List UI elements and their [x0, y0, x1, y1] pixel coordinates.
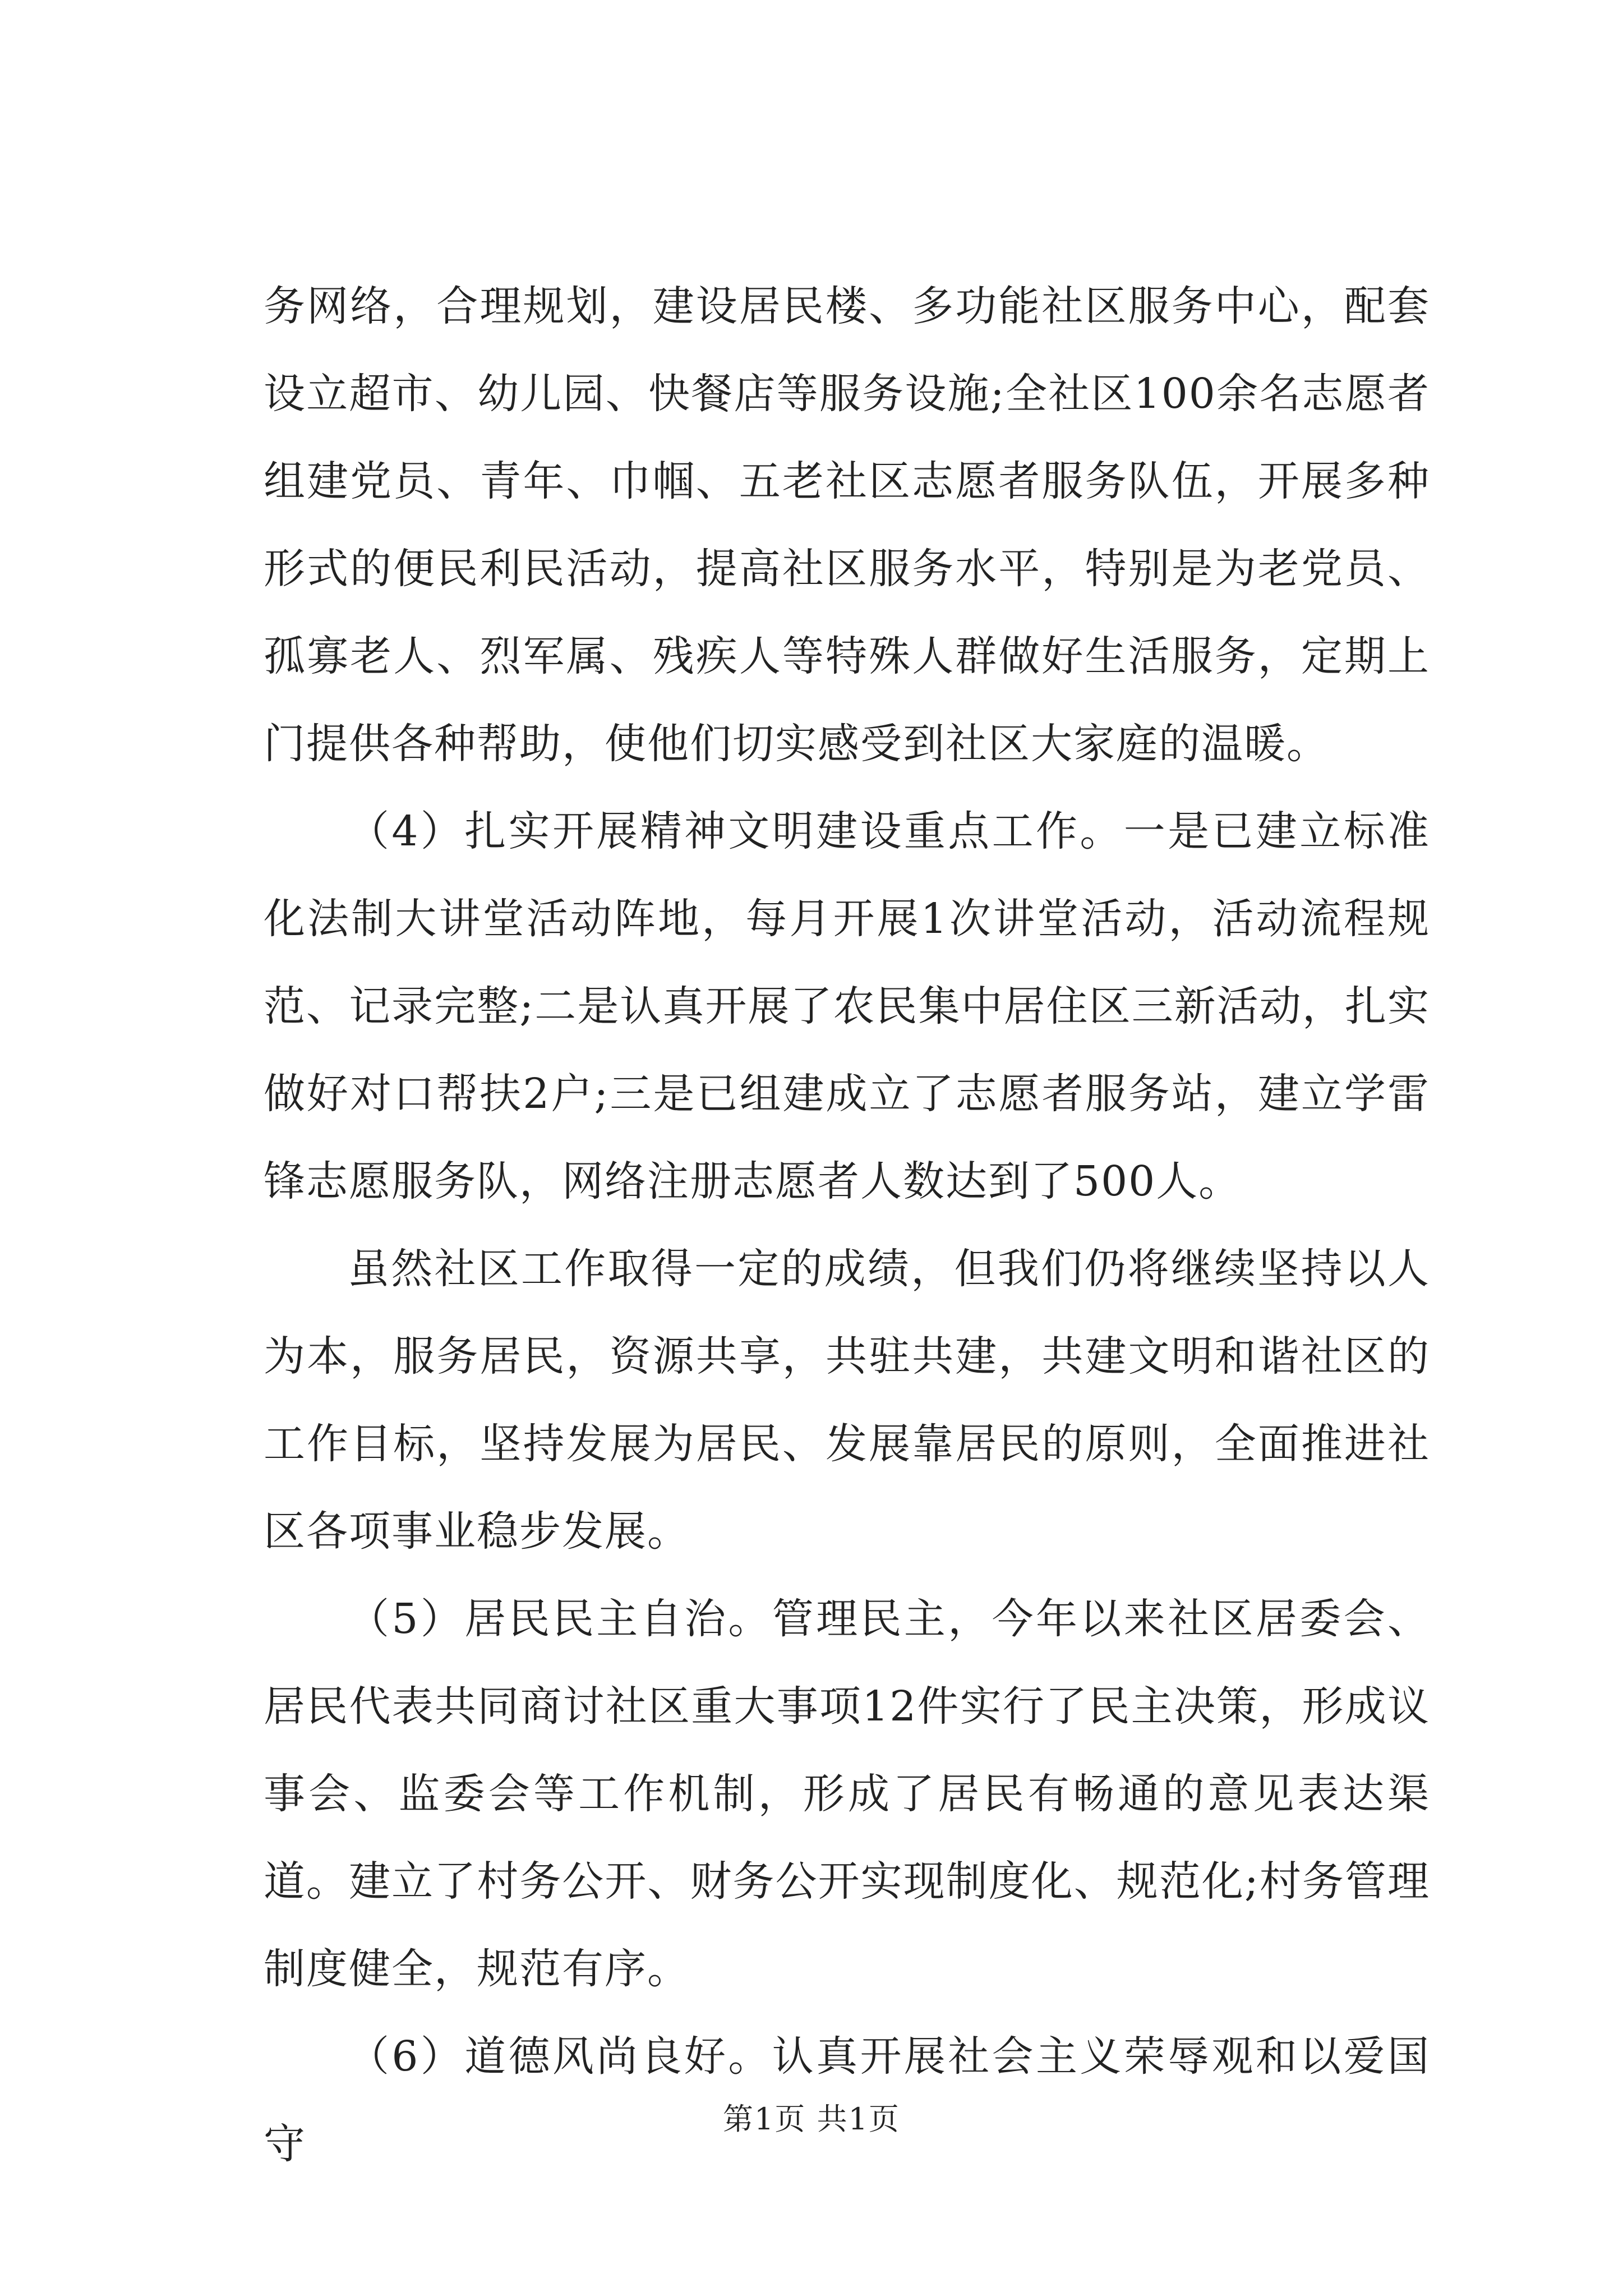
page-number-footer: 第1页 共1页: [723, 2101, 900, 2137]
paragraph-moral-customs: （6）道德风尚良好。认真开展社会主义荣辱观和以爱国守: [264, 2032, 1430, 2168]
paragraph-resident-self-governance: （5）居民民主自治。管理民主，今年以来社区居委会、居民代表共同商讨社区重大事项12件实行了民主决策，形成议事会、监委会等工作机制，形成了居民有畅通的意见表达渠道。建立了村务公开、财务公开实现制度化、规范化;村务管理制度健全，规范有序。: [264, 1595, 1430, 1993]
paragraph-work-goals: 虽然社区工作取得一定的成绩，但我们仍将继续坚持以人为本，服务居民，资源共享，共驻共建，共建文明和谐社区的工作目标，坚持发展为居民、发展靠居民的原则，全面推进社区各项事业稳步发展。: [264, 1245, 1430, 1556]
paragraph-spiritual-civilization: （4）扎实开展精神文明建设重点工作。一是已建立标准化法制大讲堂活动阵地，每月开展1次讲堂活动，活动流程规范、记录完整;二是认真开展了农民集中居住区三新活动，扎实做好对口帮扶2户;三是已组建成立了志愿者服务站，建立学雷锋志愿服务队，网络注册志愿者人数达到了500人。: [264, 807, 1430, 1205]
paragraph-community-services: 务网络，合理规划，建设居民楼、多功能社区服务中心，配套设立超市、幼儿园、快餐店等服务设施;全社区100余名志愿者组建党员、青年、巾帼、五老社区志愿者服务队伍，开展多种形式的便民利民活动，提高社区服务水平，特别是为老党员、孤寡老人、烈军属、残疾人等特殊人群做好生活服务，定期上门提供各种帮助，使他们切实感受到社区大家庭的温暖。: [264, 282, 1430, 768]
document-body: [264, 263, 1430, 2188]
